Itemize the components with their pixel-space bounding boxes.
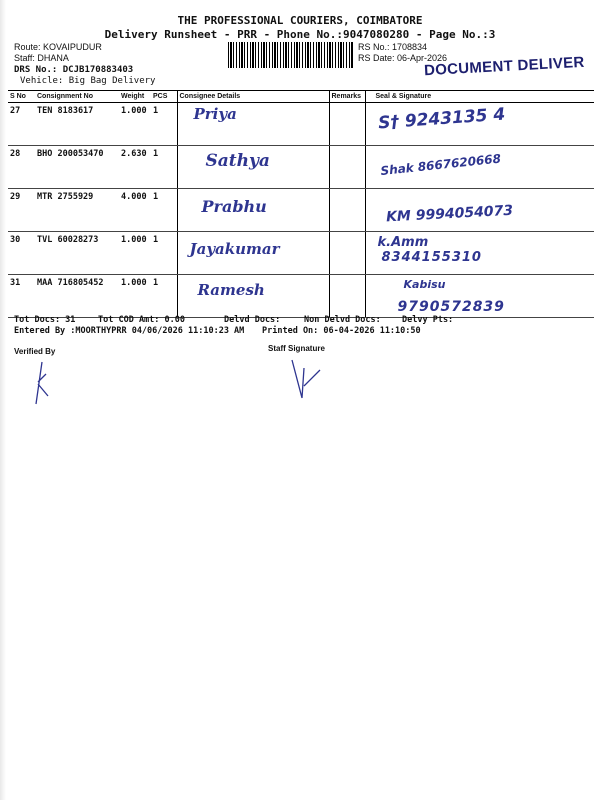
entered-by: Entered By :MOORTHYPRR 04/06/2026 11:10:23 AM bbox=[14, 326, 245, 336]
weight-cell: 1.000 bbox=[119, 103, 151, 146]
delivered-docs: Delvd Docs: bbox=[224, 315, 281, 325]
weight-cell: 2.630 bbox=[119, 146, 151, 189]
consignee-handwriting: Ramesh bbox=[197, 281, 265, 299]
printed-on: Printed On: 06-04-2026 11:10:50 bbox=[262, 326, 421, 336]
total-cod-amount: Tot COD Amt: 0.00 bbox=[98, 315, 185, 325]
pcs-cell: 1 bbox=[151, 232, 177, 275]
sno-cell: 29 bbox=[8, 189, 35, 232]
signature-handwriting bbox=[385, 199, 592, 226]
signature-phone: 8667620668 bbox=[416, 151, 502, 175]
signature-handwriting bbox=[379, 142, 592, 178]
table-row bbox=[8, 146, 594, 189]
signature-cell bbox=[365, 189, 594, 232]
signature-mark: Shak bbox=[379, 160, 414, 179]
weight-cell: 1.000 bbox=[119, 232, 151, 275]
sno-cell: 30 bbox=[8, 232, 35, 275]
consignee-handwriting: Priya bbox=[193, 105, 237, 123]
remarks-cell bbox=[329, 146, 365, 189]
route-field: Route: KOVAIPUDUR bbox=[14, 42, 102, 52]
remarks-cell bbox=[329, 189, 365, 232]
col-remarks: Remarks bbox=[329, 91, 365, 103]
remarks-cell bbox=[329, 275, 365, 318]
signature-handwriting bbox=[398, 278, 593, 314]
consignee-cell bbox=[177, 275, 329, 318]
signature-handwriting bbox=[377, 99, 592, 134]
company-title: THE PROFESSIONAL COURIERS, COIMBATORE bbox=[177, 14, 423, 27]
sno-cell: 27 bbox=[8, 103, 35, 146]
barcode bbox=[228, 42, 354, 68]
total-docs: Tot Docs: 31 bbox=[14, 315, 76, 325]
consignee-cell bbox=[177, 146, 329, 189]
table-row bbox=[8, 103, 594, 146]
signature-cell bbox=[365, 146, 594, 189]
drs-field: DRS No.: DCJB170883403 bbox=[14, 65, 134, 75]
consignment-cell: BHO 200053470 bbox=[35, 146, 119, 189]
consignee-cell bbox=[177, 232, 329, 275]
signature-mark: Kabisu bbox=[403, 278, 446, 291]
table-row bbox=[8, 232, 594, 275]
pcs-cell: 1 bbox=[151, 189, 177, 232]
rs-date-field: RS Date: 06-Apr-2026 bbox=[358, 53, 448, 63]
non-delivered-docs: Non Delvd Docs: bbox=[304, 315, 381, 325]
delivery-table bbox=[8, 90, 594, 318]
rs-number-field: RS No.: 1708834 bbox=[358, 42, 428, 52]
consignee-handwriting: Sathya bbox=[205, 151, 270, 171]
staff-field: Staff: DHANA bbox=[14, 53, 69, 63]
vehicle-field: Vehicle: Big Bag Delivery bbox=[20, 76, 156, 86]
signature-cell bbox=[365, 275, 594, 318]
consignee-handwriting: Prabhu bbox=[201, 197, 267, 216]
remarks-cell bbox=[329, 232, 365, 275]
signature-phone: 9243135 4 bbox=[403, 104, 506, 132]
signature-phone: 9994054073 bbox=[414, 202, 513, 224]
signature-cell bbox=[365, 232, 594, 275]
runsheet-subtitle: Delivery Runsheet - PRR - Phone No.:9047080280 - Page No.:3 bbox=[104, 28, 496, 41]
pcs-cell: 1 bbox=[151, 275, 177, 318]
col-weight: Weight bbox=[119, 91, 151, 103]
pcs-cell: 1 bbox=[151, 103, 177, 146]
consignment-cell: MAA 716805452 bbox=[35, 275, 119, 318]
table-row bbox=[8, 189, 594, 232]
consignee-cell bbox=[177, 189, 329, 232]
staff-signature-mark bbox=[286, 356, 330, 404]
consignment-cell: TVL 60028273 bbox=[35, 232, 119, 275]
signature-mark: S† bbox=[377, 112, 400, 134]
sno-cell: 31 bbox=[8, 275, 35, 318]
pcs-cell: 1 bbox=[151, 146, 177, 189]
document-delivered-stamp: DOCUMENT DELIVER bbox=[423, 53, 585, 80]
signature-cell bbox=[365, 103, 594, 146]
consignee-handwriting: Jayakumar bbox=[189, 240, 280, 258]
page-edge bbox=[0, 0, 6, 800]
consignment-cell: MTR 2755929 bbox=[35, 189, 119, 232]
consignment-cell: TEN 8183617 bbox=[35, 103, 119, 146]
col-pcs: PCS bbox=[151, 91, 177, 103]
verifier-signature bbox=[24, 360, 64, 408]
verified-by-label: Verified By bbox=[14, 347, 56, 356]
delivery-points: Delvy Pts: bbox=[402, 315, 454, 325]
consignee-cell bbox=[177, 103, 329, 146]
col-consignee: Consignee Details bbox=[177, 91, 329, 103]
staff-signature-label: Staff Signature bbox=[268, 344, 325, 353]
signature-handwriting bbox=[378, 235, 593, 265]
signature-mark: k.Amm bbox=[377, 235, 429, 250]
col-signature: Seal & Signature bbox=[365, 91, 594, 103]
signature-phone: 8344155310 bbox=[381, 250, 482, 265]
remarks-cell bbox=[329, 103, 365, 146]
weight-cell: 1.000 bbox=[119, 275, 151, 318]
table-header-row bbox=[8, 91, 594, 103]
col-sno: S No bbox=[8, 91, 35, 103]
table-row bbox=[8, 275, 594, 318]
signature-phone: 9790572839 bbox=[397, 299, 505, 315]
col-consignment: Consignment No bbox=[35, 91, 119, 103]
signature-mark: KM bbox=[385, 208, 411, 226]
sno-cell: 28 bbox=[8, 146, 35, 189]
weight-cell: 4.000 bbox=[119, 189, 151, 232]
